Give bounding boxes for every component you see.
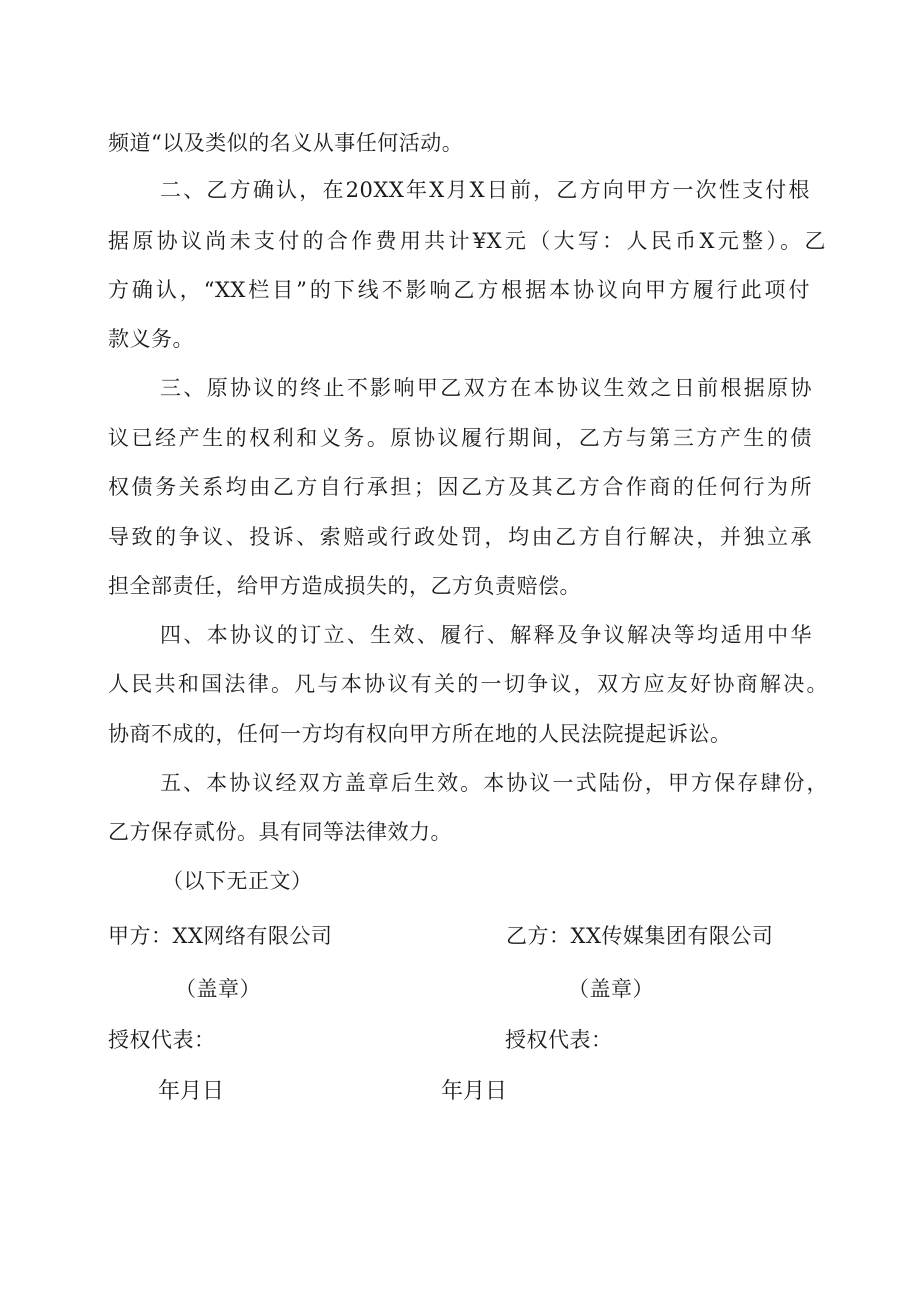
paragraph-line: 二、乙方确认，在20XX年X月X日前，乙方向甲方一次性支付根 [160,178,810,202]
party-a-name: 甲方：XX网络有限公司 [108,924,333,948]
paragraph-line: 担全部责任，给甲方造成损失的，乙方负责赔偿。 [108,574,581,598]
paragraph-line: 款义务。 [108,327,194,351]
party-b-representative: 授权代表： [505,1028,613,1052]
paragraph-line: 议已经产生的权利和义务。原协议履行期间，乙方与第三方产生的债 [108,426,812,450]
paragraph-line: 频道“以及类似的名义从事任何活动。 [108,131,464,155]
no-text-below-note: （以下无正文） [162,869,313,893]
paragraph-line: 四、本协议的订立、生效、履行、解释及争议解决等均适用中华 [160,623,812,647]
party-a-representative: 授权代表： [108,1028,216,1052]
party-b-date: 年月日 [441,1079,508,1104]
party-b-seal: （盖章） [568,977,654,1001]
party-b-name: 乙方：XX传媒集团有限公司 [506,924,774,948]
paragraph-line: 乙方保存贰份。具有同等法律效力。 [108,820,452,844]
party-a-seal: （盖章） [175,977,261,1001]
paragraph-line: 据原协议尚未支付的合作费用共计¥X元（大写：人民币X元整）。乙 [108,229,826,253]
party-a-date: 年月日 [158,1079,225,1104]
paragraph-line: 五、本协议经双方盖章后生效。本协议一式陆份，甲方保存肆份， [160,771,828,795]
paragraph-line: 方确认，“XX栏目”的下线不影响乙方根据本协议向甲方履行此项付 [108,278,810,302]
paragraph-line: 三、原协议的终止不影响甲乙双方在本协议生效之日前根据原协 [160,376,812,400]
paragraph-line: 协商不成的，任何一方均有权向甲方所在地的人民法院提起诉讼。 [108,722,732,746]
paragraph-line: 人民共和国法律。凡与本协议有关的一切争议，双方应友好协商解决。 [108,672,828,696]
paragraph-line: 权债务关系均由乙方自行承担；因乙方及其乙方合作商的任何行为所 [108,475,812,499]
paragraph-line: 导致的争议、投诉、索赔或行政处罚，均由乙方自行解决，并独立承 [108,525,812,549]
